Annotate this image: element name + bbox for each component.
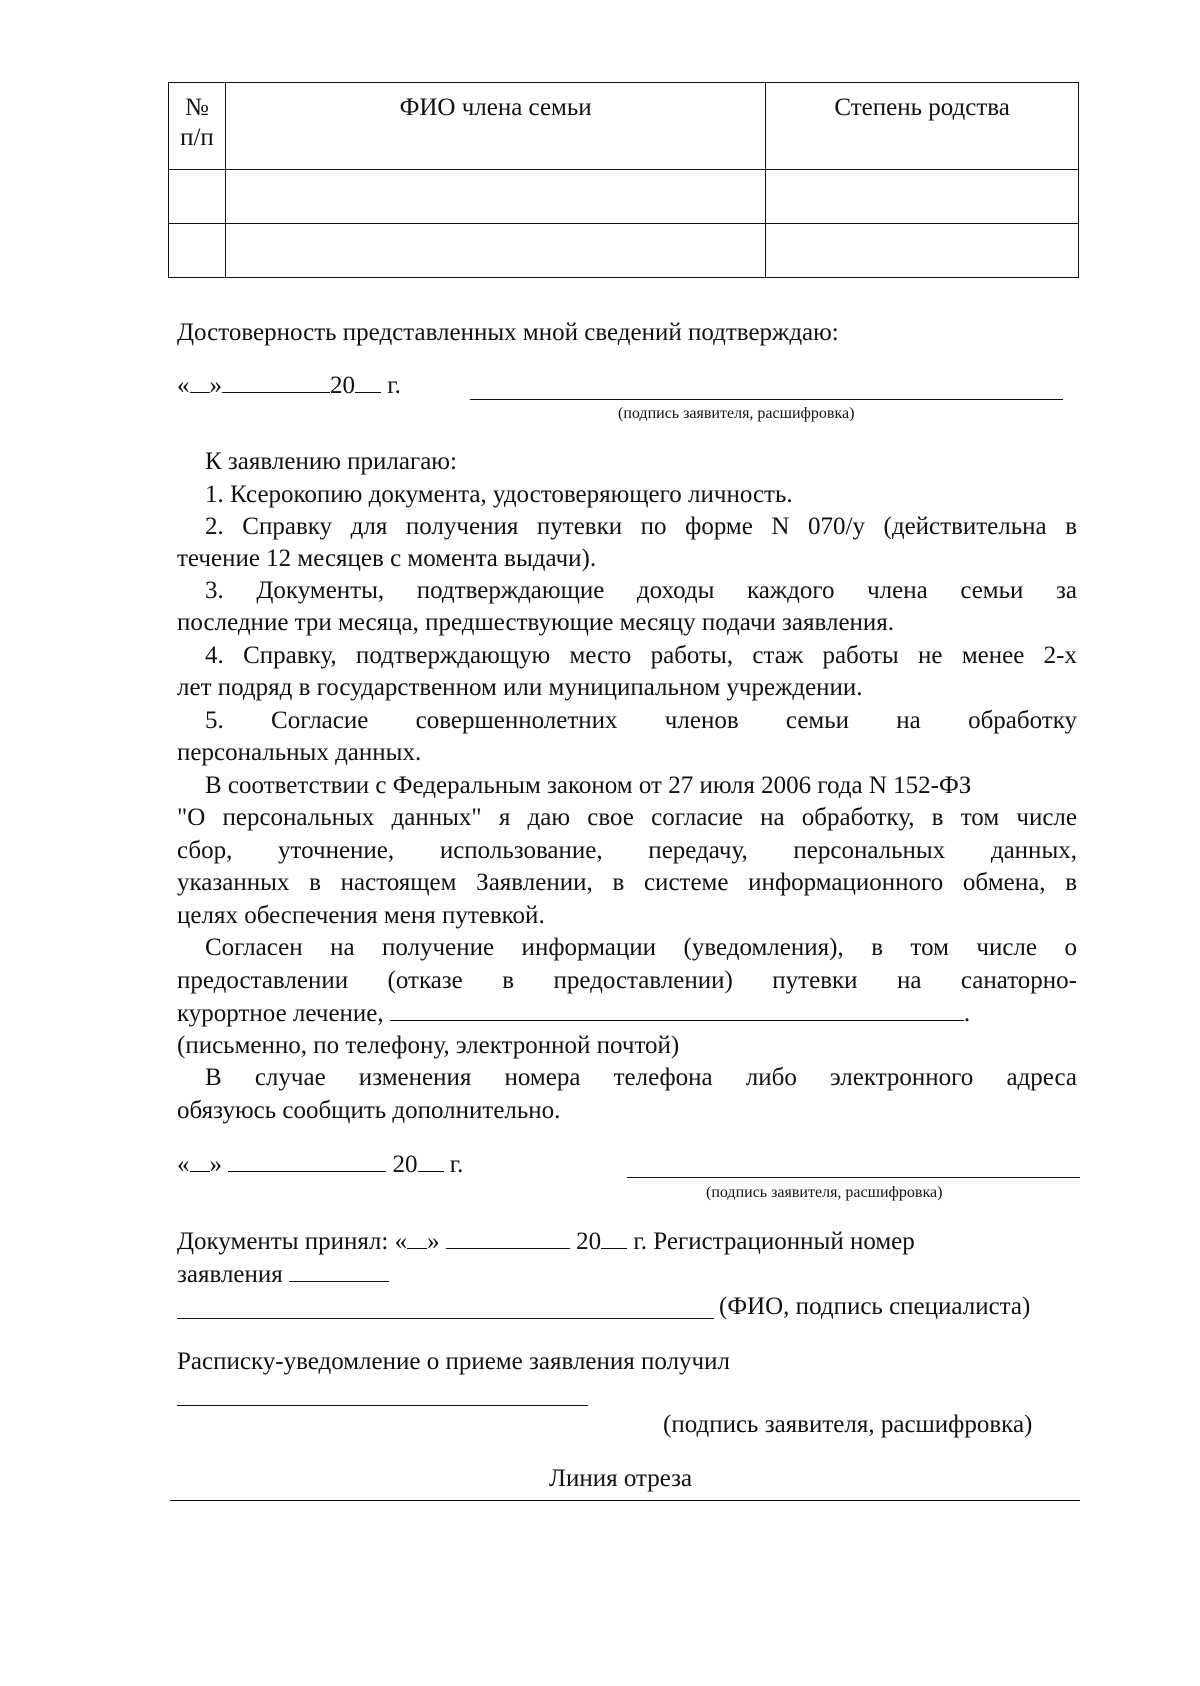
quote-close: » <box>427 1228 440 1255</box>
quote-open: « <box>177 1151 190 1178</box>
notify-line-3-prefix: курортное лечение, <box>177 1000 384 1027</box>
day-blank[interactable] <box>407 1226 427 1249</box>
column-header-number-line2: п/п <box>180 124 214 151</box>
attachments-intro: К заявлению прилагаю: <box>205 448 457 475</box>
table-cell[interactable] <box>169 170 226 224</box>
column-header-name: ФИО члена семьи <box>225 83 765 170</box>
table-cell[interactable] <box>766 170 1079 224</box>
attachment-item-4-line1: 4. Справку, подтверждающую место работы, стаж работы не менее 2-х <box>205 642 1077 669</box>
table-row <box>169 224 1079 278</box>
notify-line-3 <box>177 998 970 1029</box>
day-blank[interactable] <box>190 1149 210 1172</box>
table-cell[interactable] <box>766 224 1079 278</box>
cut-line-label: Линия отреза <box>549 1465 693 1492</box>
attachment-item-4-line2: лет подряд в государственном или муниципальном учреждении. <box>177 674 863 701</box>
receipt-text: Расписку-уведомление о приеме заявления получил <box>177 1348 730 1375</box>
table-cell[interactable] <box>225 170 765 224</box>
notify-line-3-suffix: . <box>963 1000 971 1027</box>
year-blank[interactable] <box>355 370 381 393</box>
registration-number-row <box>177 1259 389 1290</box>
registration-label: заявления <box>177 1261 283 1288</box>
month-blank[interactable] <box>228 1149 386 1172</box>
notify-line-2: предоставлении (отказе в предоставлении) путевки на санаторно- <box>177 967 1077 994</box>
year-blank[interactable] <box>418 1149 444 1172</box>
quote-close: » <box>209 1151 222 1178</box>
consent-line-4: указанных в настоящем Заявлении, в системе информационного обмена, в <box>177 869 1077 896</box>
attachment-item-1: 1. Ксерокопию документа, удостоверяющего личность. <box>205 481 793 508</box>
year-suffix: г. <box>387 372 401 399</box>
year-prefix: 20 <box>330 372 355 399</box>
year-suffix: г. <box>449 1151 464 1178</box>
quote-open: « <box>177 372 190 399</box>
column-header-number-line1: № <box>185 94 209 121</box>
year-prefix: 20 <box>576 1228 602 1255</box>
confirm-date <box>177 370 401 401</box>
table-row <box>169 170 1079 224</box>
accepted-prefix: Документы принял: « <box>177 1228 408 1255</box>
change-line-1: В случае изменения номера телефона либо электронного адреса <box>205 1064 1077 1091</box>
month-blank[interactable] <box>446 1226 570 1249</box>
attachment-item-3-line1: 3. Документы, подтверждающие доходы каждого члена семьи за <box>205 577 1077 604</box>
month-blank[interactable] <box>222 370 330 393</box>
table-cell[interactable] <box>169 224 226 278</box>
consent-line-1: В соответствии с Федеральным законом от 27 июля 2006 года N 152-ФЗ <box>205 772 972 799</box>
confirmation-statement: Достоверность представленных мной сведений подтверждаю: <box>177 319 839 346</box>
attachment-item-2-line1: 2. Справку для получения путевки по форме N 070/у (действительна в <box>205 513 1077 540</box>
documents-accepted <box>177 1226 915 1257</box>
consent-line-3: сбор, уточнение, использование, передачу, персональных данных, <box>177 837 1077 864</box>
accepted-suffix: г. Регистрационный номер <box>633 1228 915 1255</box>
consent-line-5: целях обеспечения меня путевкой. <box>177 902 545 929</box>
year-blank[interactable] <box>601 1226 627 1249</box>
notify-line-1: Согласен на получение информации (уведомления), в том числе о <box>205 934 1077 961</box>
consent-line-2: "О персональных данных" я даю свое согласие на обработку, в том числе <box>177 804 1077 831</box>
attachment-item-3-line2: последние три месяца, предшествующие месяцу подачи заявления. <box>177 609 895 636</box>
specialist-signature-line[interactable] <box>177 1318 714 1319</box>
table-cell[interactable] <box>225 224 765 278</box>
specialist-caption: (ФИО, подпись специалиста) <box>719 1293 1031 1320</box>
attachment-item-5-line1: 5. Согласие совершеннолетних членов семьи на обработку <box>205 707 1077 734</box>
column-header-relation: Степень родства <box>766 83 1079 170</box>
receipt-signature-line[interactable] <box>177 1405 588 1406</box>
registration-number-blank[interactable] <box>289 1259 389 1282</box>
attachment-item-2-line2: течение 12 месяцев с момента выдачи). <box>177 545 597 572</box>
notify-method-blank[interactable] <box>390 998 964 1021</box>
applicant-date <box>177 1149 463 1180</box>
year-prefix: 20 <box>392 1151 418 1178</box>
notify-methods: (письменно, по телефону, электронной почтой) <box>177 1032 680 1059</box>
applicant-signature-line[interactable] <box>627 1177 1080 1178</box>
signature-line[interactable] <box>470 399 1063 400</box>
attachment-item-5-line2: персональных данных. <box>177 739 422 766</box>
table-header-row <box>169 83 1079 170</box>
applicant-signature-caption: (подпись заявителя, расшифровка) <box>706 1184 943 1201</box>
quote-close: » <box>209 372 222 399</box>
column-header-number <box>169 83 226 170</box>
signature-caption: (подпись заявителя, расшифровка) <box>618 405 855 422</box>
receipt-signature-caption: (подпись заявителя, расшифровка) <box>663 1411 1033 1438</box>
cut-line <box>170 1500 1080 1501</box>
day-blank[interactable] <box>190 370 210 393</box>
family-members-table <box>168 82 1079 278</box>
change-line-2: обязуюсь сообщить дополнительно. <box>177 1097 561 1124</box>
